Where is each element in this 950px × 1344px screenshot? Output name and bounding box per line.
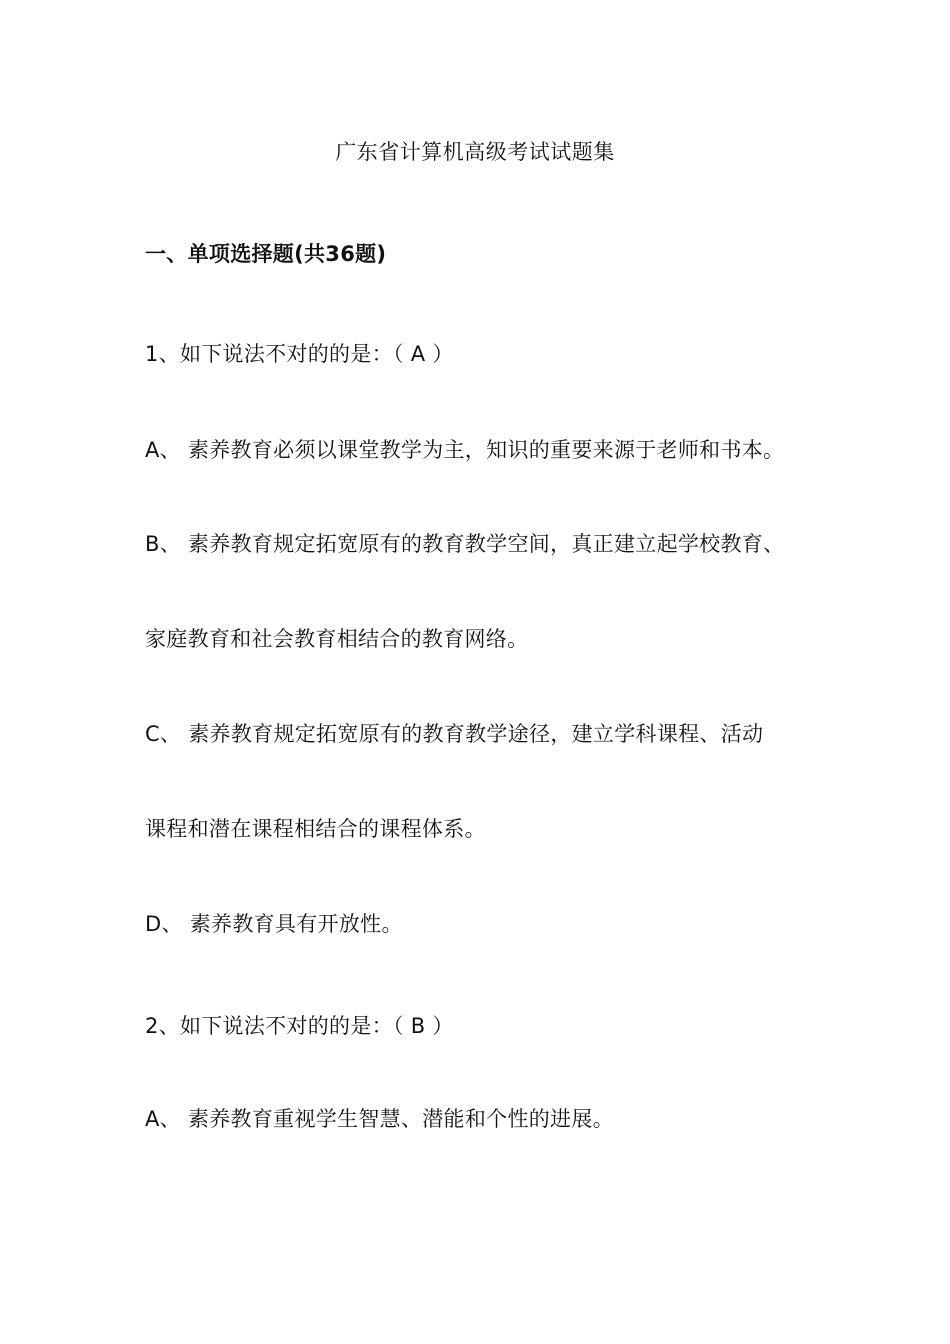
question-1-stem: 1、如下说法不对的的是：（ A ） bbox=[145, 342, 454, 366]
question-1-option-b: B、 素养教育规定拓宽原有的教育教学空间，真正建立起学校教育、 bbox=[145, 532, 785, 556]
question-2-stem: 2、如下说法不对的的是：（ B ） bbox=[145, 1014, 454, 1038]
question-1-option-b-continued: 家庭教育和社会教育相结合的教育网络。 bbox=[145, 627, 529, 651]
document-title: 广东省计算机高级考试试题集 bbox=[335, 140, 615, 164]
question-1-option-d: D、 素养教育具有开放性。 bbox=[145, 912, 403, 936]
question-1-option-a: A、 素养教育必须以课堂教学为主，知识的重要来源于老师和书本。 bbox=[145, 438, 785, 462]
question-1-option-c: C、 素养教育规定拓宽原有的教育教学途径，建立学科课程、活动 bbox=[145, 722, 764, 746]
question-2-option-a: A、 素养教育重视学生智慧、潜能和个性的进展。 bbox=[145, 1107, 614, 1131]
section-heading: 一、单项选择题(共36题) bbox=[145, 242, 387, 266]
question-1-option-c-continued: 课程和潜在课程相结合的课程体系。 bbox=[145, 817, 486, 841]
